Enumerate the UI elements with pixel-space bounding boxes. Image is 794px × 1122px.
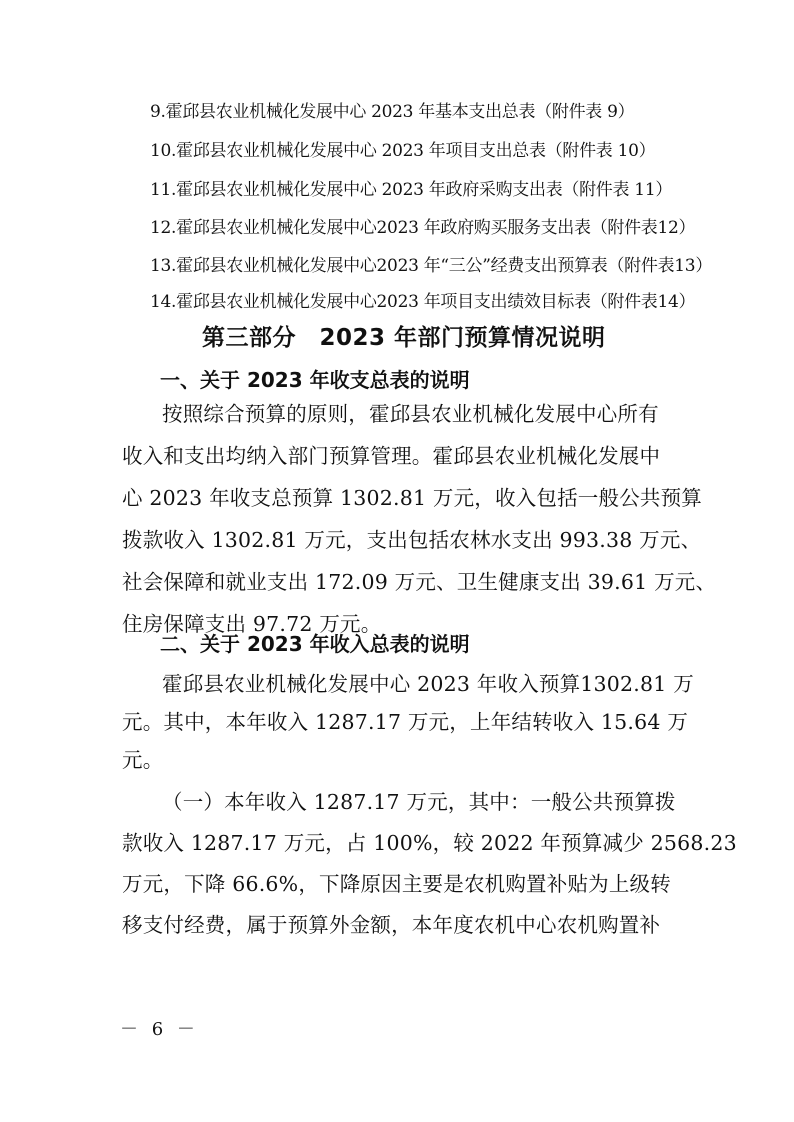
section1-line-6: 住房保障支出 97.72 万元。 — [122, 612, 382, 636]
section1-heading: 一、关于 2023 年收支总表的说明 — [160, 368, 470, 392]
toc-item-9: 9.霍邱县农业机械化发展中心 2023 年基本支出总表（附件表 9） — [150, 102, 635, 122]
part-title: 第三部分 2023 年部门预算情况说明 — [202, 325, 606, 351]
section2-heading: 二、关于 2023 年收入总表的说明 — [160, 632, 470, 656]
subsection1-line-4: 移支付经费，属于预算外金额，本年度农机中心农机购置补 — [122, 913, 661, 937]
subsection1-line-1: （一）本年收入 1287.17 万元，其中：一般公共预算拨 — [162, 790, 676, 814]
toc-item-12: 12.霍邱县农业机械化发展中心2023 年政府购买服务支出表（附件表12） — [150, 218, 696, 238]
toc-item-13: 13.霍邱县农业机械化发展中心2023 年“三公”经费支出预算表（附件表13） — [150, 256, 713, 276]
section1-line-5: 社会保障和就业支出 172.09 万元、卫生健康支出 39.61 万元、 — [122, 570, 717, 594]
section1-line-3: 心 2023 年收支总预算 1302.81 万元，收入包括一般公共预算 — [122, 486, 703, 510]
subsection1-line-3: 万元，下降 66.6%，下降原因主要是农机购置补贴为上级转 — [122, 872, 671, 896]
section2-line-2: 元。其中，本年收入 1287.17 万元，上年结转收入 15.64 万 — [122, 710, 689, 734]
section1-line-4: 拨款收入 1302.81 万元，支出包括农林水支出 993.38 万元、 — [122, 528, 702, 552]
toc-item-14: 14.霍邱县农业机械化发展中心2023 年项目支出绩效目标表（附件表14） — [150, 292, 696, 312]
toc-item-10: 10.霍邱县农业机械化发展中心 2023 年项目支出总表（附件表 10） — [150, 141, 656, 161]
toc-item-11: 11.霍邱县农业机械化发展中心 2023 年政府采购支出表（附件表 11） — [150, 180, 673, 200]
section2-line-3: 元。 — [122, 748, 164, 772]
section1-line-2: 收入和支出均纳入部门预算管理。霍邱县农业机械化发展中 — [122, 444, 661, 468]
section2-line-1: 霍邱县农业机械化发展中心 2023 年收入预算1302.81 万 — [162, 672, 694, 696]
subsection1-line-2: 款收入 1287.17 万元，占 100%，较 2022 年预算减少 2568.23 — [122, 831, 737, 855]
page-number: － 6 － — [120, 1019, 199, 1040]
section1-line-1: 按照综合预算的原则，霍邱县农业机械化发展中心所有 — [162, 402, 659, 426]
